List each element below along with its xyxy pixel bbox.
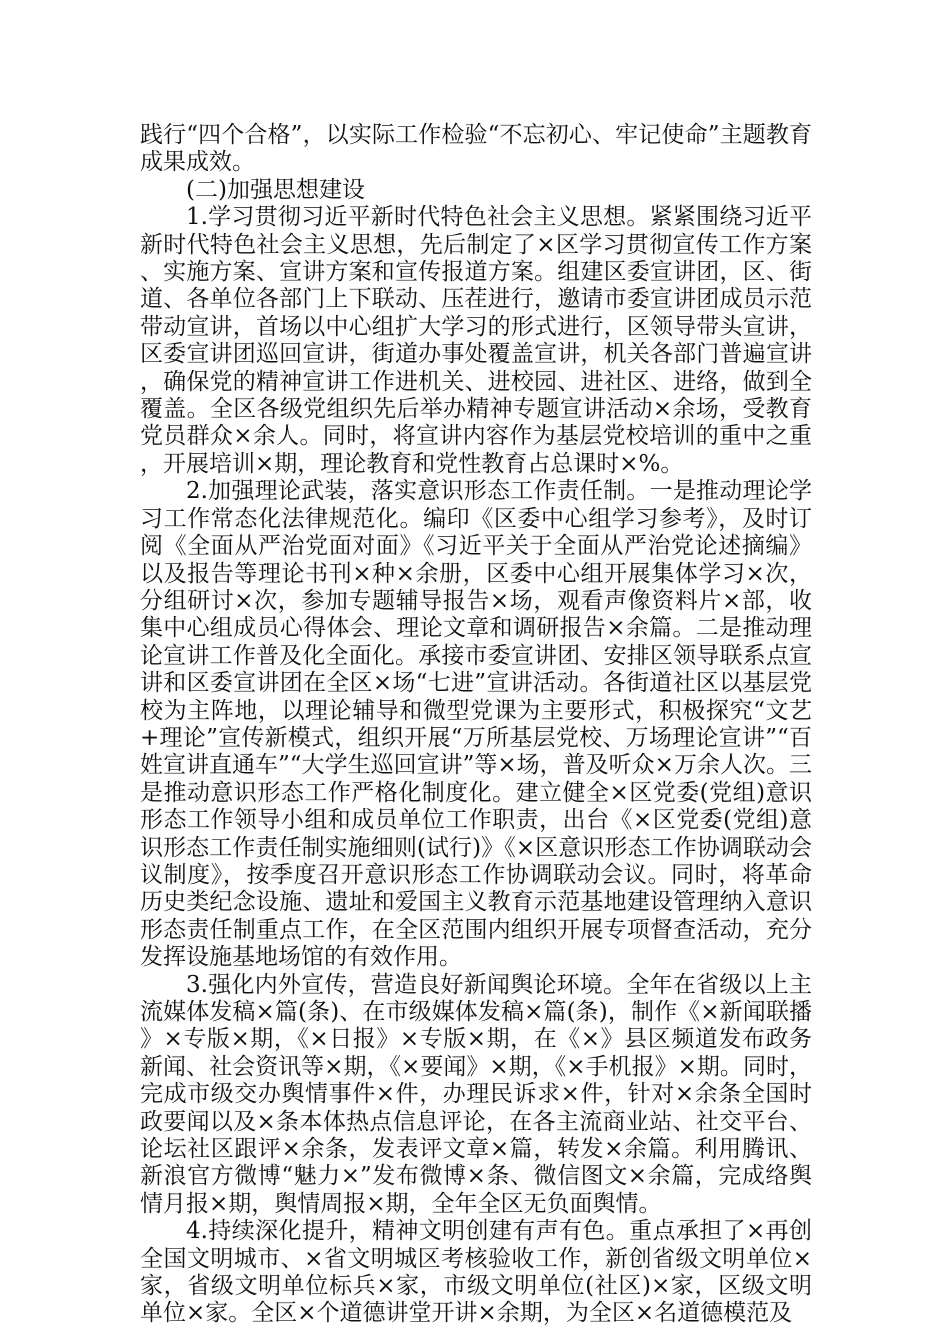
document-page bbox=[140, 122, 812, 1328]
section-heading-thought-building: (二)加强思想建设 bbox=[186, 176, 365, 203]
paragraph-item-2: 2.加强理论武装，落实意识形态工作责任制。一是推动理论学习工作常态化法律规范化。编印《区委中心组学习参考》，及时订阅《全面从严治党面对面》《习近平关于全面从严治党论述摘编》以及报告等理论书刊×种×余册，区委中心组开展集体学习×次，分组研讨×次，参加专题辅导报告×场，观看声像资料片×部，收集中心组成员心得体会、理论文章和调研报告×余篇。二是推动理论宣讲工作普及化全面化。承接市委宣讲团、安排区领导联系点宣讲和区委宣讲团在全区×场“七进”宣讲活动。各街道社区以基层党校为主阵地，以理论辅导和微型党课为主要形式，积极探究“文艺+理论”宣传新模式，组织开展“万所基层党校、万场理论宣讲”“百姓宣讲直通车”“大学生巡回宣讲”等×场，普及听众×万余人次。三是推动意识形态工作严格化制度化。建立健全×区党委(党组)意识形态工作领导小组和成员单位工作职责，出台《×区党委(党组)意识形态工作责任制实施细则(试行)》《×区意识形态工作协调联动会议制度》，按季度召开意识形态工作协调联动会议。同时，将革命历史类纪念设施、遗址和爱国主义教育示范基地建设管理纳入意识形态责任制重点工作，在全区范围内组织开展专项督查活动，充分发挥设施基地场馆的有效作用。 bbox=[140, 478, 812, 971]
paragraph-item-4: 4.持续深化提升，精神文明创建有声有色。重点承担了×再创全国文明城市、×省文明城区考核验收工作，新创省级文明单位×家，省级文明单位标兵×家，市级文明单位(社区)×家，区级文明单位×家。全区×个道德讲堂开讲×余期，为全区×名道德模范及 bbox=[140, 1218, 812, 1327]
paragraph-item-3: 3.强化内外宣传，营造良好新闻舆论环境。全年在省级以上主流媒体发稿×篇(条)、在市级媒体发稿×篇(条)，制作《×新闻联播》×专版×期，《×日报》×专版×期，在《×》县区频道发布政务新闻、社会资讯等×期，《×要闻》×期，《×手机报》×期。同时，完成市级交办舆情事件×件，办理民诉求×件，针对×余条全国时政要闻以及×条本体热点信息评论，在各主流商业站、社交平台、论坛社区跟评×余条，发表评文章×篇，转发×余篇。利用腾讯、新浪官方微博“魅力×”发布微博×条、微信图文×余篇，完成络舆情月报×期，舆情周报×期，全年全区无负面舆情。 bbox=[140, 971, 812, 1217]
paragraph-continuation: 践行“四个合格”，以实际工作检验“不忘初心、牢记使命”主题教育成果成效。 bbox=[140, 122, 812, 176]
paragraph-item-1: 1.学习贯彻习近平新时代特色社会主义思想。紧紧围绕习近平新时代特色社会主义思想，先后制定了×区学习贯彻宣传工作方案、实施方案、宣讲方案和宣传报道方案。组建区委宣讲团，区、街道、各单位各部门上下联动、压茬进行，邀请市委宣讲团成员示范带动宣讲，首场以中心组扩大学习的形式进行，区领导带头宣讲，区委宣讲团巡回宣讲，街道办事处覆盖宣讲，机关各部门普遍宣讲，确保党的精神宣讲工作进机关、进校园、进社区、进络，做到全覆盖。全区各级党组织先后举办精神专题宣讲活动×余场，受教育党员群众×余人。同时，将宣讲内容作为基层党校培训的重中之重，开展培训×期，理论教育和党性教育占总课时×%。 bbox=[140, 204, 812, 477]
